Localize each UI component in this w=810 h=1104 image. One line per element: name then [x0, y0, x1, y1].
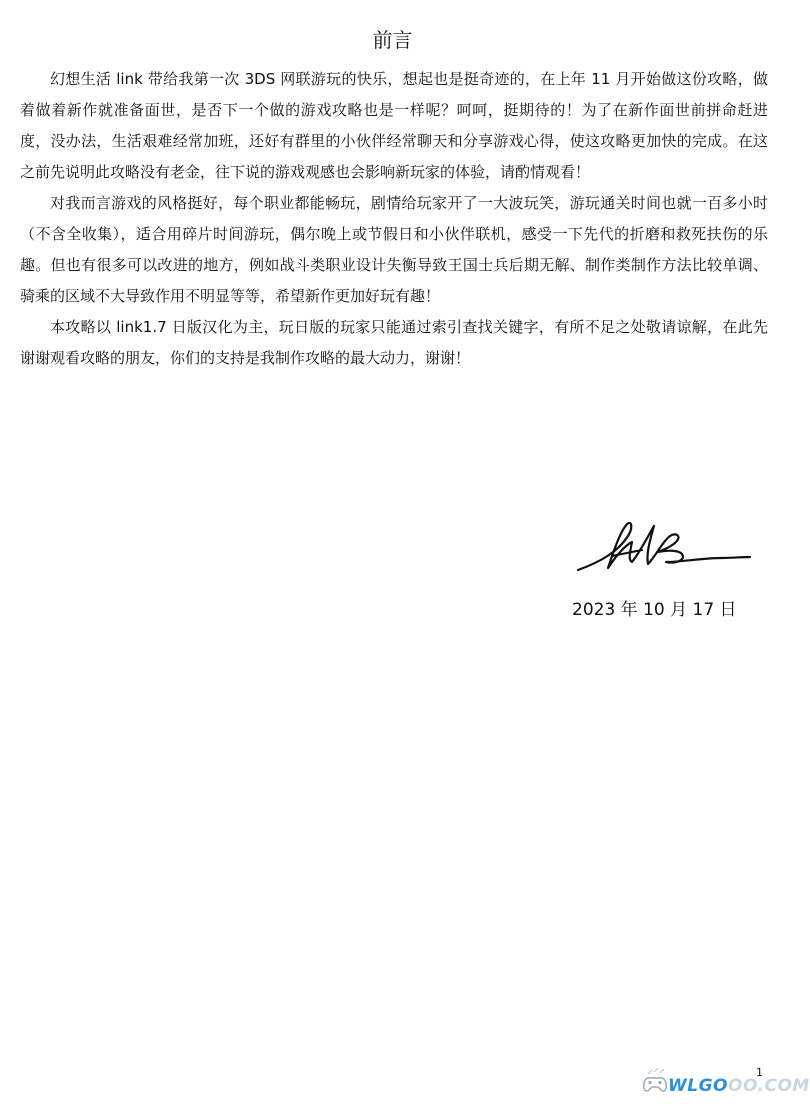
page-title: 前言	[372, 28, 413, 52]
watermark-text	[668, 1076, 810, 1096]
gamepad-icon	[640, 1064, 670, 1100]
preface-body	[20, 64, 768, 374]
paragraph-2: 对我而言游戏的风格挺好，每个职业都能畅玩，剧情给玩家开了一大波玩笑，游玩通关时间也就一百多小时（不含全收集），适合用碎片时间游玩，偶尔晚上或节假日和小伙伴联机，感受一下先代的折磨和救死扶伤的乐趣。但也有很多可以改进的地方，例如战斗类职业设计失衡导致王国士兵后期无解、制作类制作方法比较单调、骑乘的区域不大导致作用不明显等等，希望新作更加好玩有趣！	[20, 194, 768, 305]
document-date: 2023 年 10 月 17 日	[572, 600, 737, 620]
page-number: 1	[756, 1066, 763, 1079]
watermark-text-main: WLGO	[668, 1076, 728, 1096]
watermark	[640, 1062, 810, 1102]
paragraph-1: 幻想生活 link 带给我第一次 3DS 网联游玩的快乐，想起也是挺奇迹的，在上年 11 月开始做这份攻略，做着做着新作就准备面世，是否下一个做的游戏攻略也是一样呢？呵呵，挺期待的！为了在新作面世前拼命赶进度，没办法，生活艰难经常加班，还好有群里的小伙伴经常聊天和分享游戏心得，使这攻略更加快的完成。在这之前先说明此攻略没有老金，往下说的游戏观感也会影响新玩家的体验，请酌情观看！	[20, 70, 768, 181]
signature-icon	[572, 512, 758, 578]
paragraph-3: 本攻略以 link1.7 日版汉化为主，玩日版的玩家只能通过索引查找关键字，有所不足之处敬请谅解，在此先谢谢观看攻略的朋友，你们的支持是我制作攻略的最大动力，谢谢！	[20, 318, 768, 367]
watermark-text-faint: OO.COM	[728, 1076, 810, 1096]
